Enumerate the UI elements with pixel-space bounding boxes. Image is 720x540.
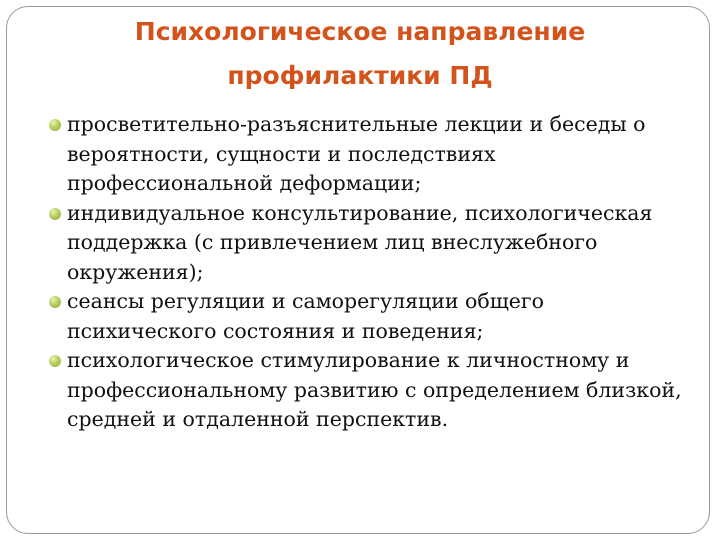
bullet-text: сеансы регуляции и саморегуляции общего психического состояния и поведения; <box>67 289 545 343</box>
bullet-text: индивидуальное консультирование, психологическая поддержка (с привлечением лиц внеслужебного окружения); <box>67 200 653 284</box>
green-ball-bullet-icon <box>49 296 61 308</box>
green-ball-bullet-icon <box>49 208 61 220</box>
slide-title-line-2: профилактики ПД <box>227 61 493 90</box>
bullet-list <box>49 110 689 435</box>
slide-title <box>40 10 680 98</box>
bullet-item <box>49 287 689 346</box>
bullet-item <box>49 110 689 199</box>
green-ball-bullet-icon <box>49 119 61 131</box>
bullet-item <box>49 346 689 435</box>
bullet-text: психологическое стимулирование к личностному и профессиональному развитию с определением близкой, средней и отдаленной перспектив. <box>67 348 682 431</box>
bullet-text: просветительно-разъяснительные лекции и беседы о вероятности, сущности и последствиях профессиональной деформации; <box>67 112 646 195</box>
slide-title-line-1: Психологическое направление <box>134 17 586 46</box>
bullet-item <box>49 199 689 288</box>
green-ball-bullet-icon <box>49 355 61 367</box>
